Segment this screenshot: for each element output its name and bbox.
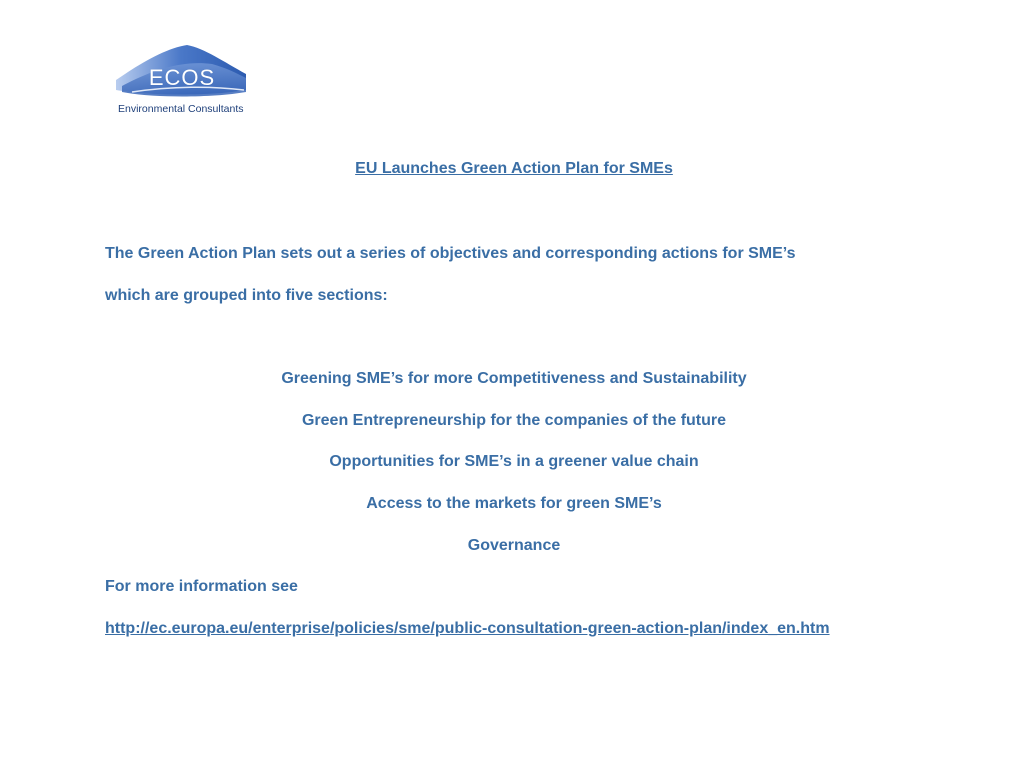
intro-line-2: which are grouped into five sections: [105,287,388,304]
intro-line-1: The Green Action Plan sets out a series of objectives and corresponding actions for SME’s [105,245,796,262]
section-item: Governance [467,537,561,554]
logo-subtitle: Environmental Consultants [118,103,244,115]
section-item: Opportunities for SME’s in a greener value chain [329,453,699,470]
section-item: Greening SME’s for more Competitiveness and Sustainability [281,370,747,387]
logo-wordmark: ECOS [148,65,216,90]
more-info-label: For more information see [105,578,298,595]
section-item: Access to the markets for green SME’s [366,495,662,512]
document-title: EU Launches Green Action Plan for SMEs [355,160,673,177]
more-info-link[interactable]: http://ec.europa.eu/enterprise/policies/sme/public-consultation-green-action-plan/index_en.htm [105,620,830,637]
ecos-logo [112,40,252,120]
section-item: Green Entrepreneurship for the companies of the future [301,412,727,429]
